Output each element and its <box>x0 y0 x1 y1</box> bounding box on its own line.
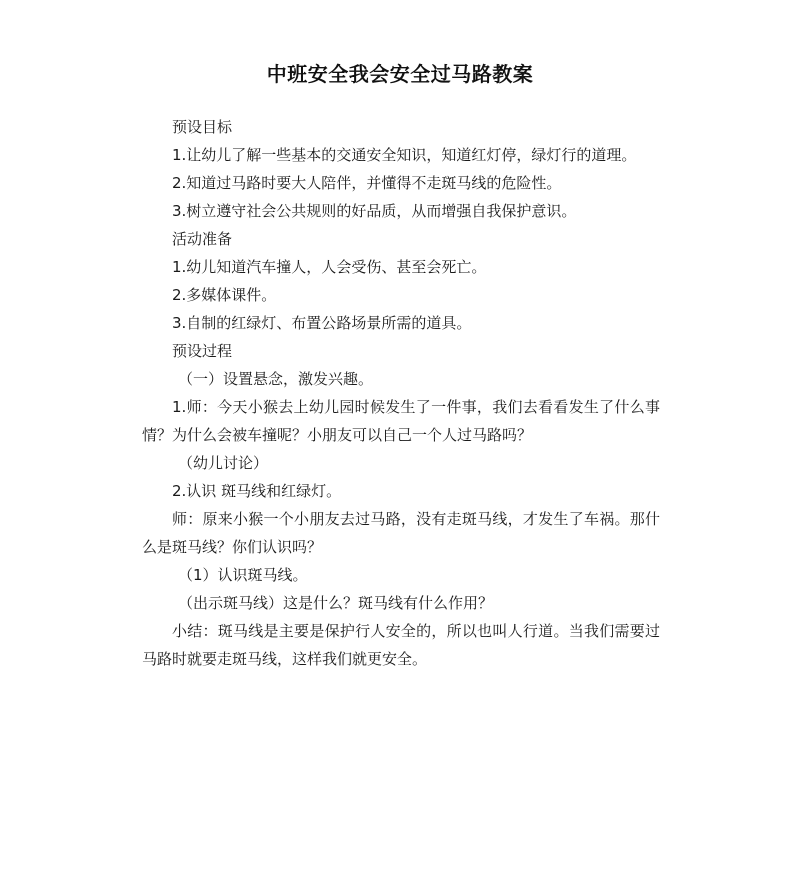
paragraph: （出示斑马线）这是什么？斑马线有什么作用？ <box>178 594 494 612</box>
paragraph: 预设过程 <box>172 342 233 360</box>
paragraph: 2.知道过马路时要大人陪伴，并懂得不走斑马线的危险性。 <box>172 174 562 192</box>
document-body <box>142 113 660 673</box>
document-title: 中班安全我会安全过马路教案 <box>266 62 534 86</box>
paragraph: 活动准备 <box>172 230 233 248</box>
paragraph: 预设目标 <box>172 118 233 136</box>
paragraph: 2.认识 斑马线和红绿灯。 <box>172 482 342 500</box>
paragraph: 3.树立遵守社会公共规则的好品质，从而增强自我保护意识。 <box>172 202 577 220</box>
paragraph: 2.多媒体课件。 <box>172 286 277 304</box>
paragraph: 师：原来小猴一个小朋友去过马路，没有走斑马线，才发生了车祸。那什么是斑马线？你们认识吗？ <box>142 510 660 556</box>
paragraph: （一）设置悬念，激发兴趣。 <box>178 370 374 388</box>
paragraph: 1.幼儿知道汽车撞人，人会受伤、甚至会死亡。 <box>172 258 487 276</box>
paragraph: 1.师：今天小猴去上幼儿园时候发生了一件事，我们去看看发生了什么事情？为什么会被车撞呢？小朋友可以自己一个人过马路吗？ <box>142 398 660 444</box>
paragraph: 小结：斑马线是主要是保护行人安全的，所以也叫人行道。当我们需要过马路时就要走斑马线，这样我们就更安全。 <box>142 622 660 668</box>
paragraph: （幼儿讨论） <box>178 454 269 472</box>
paragraph: （1）认识斑马线。 <box>178 566 308 584</box>
paragraph: 3.自制的红绿灯、布置公路场景所需的道具。 <box>172 314 472 332</box>
paragraph: 1.让幼儿了解一些基本的交通安全知识，知道红灯停，绿灯行的道理。 <box>172 146 637 164</box>
